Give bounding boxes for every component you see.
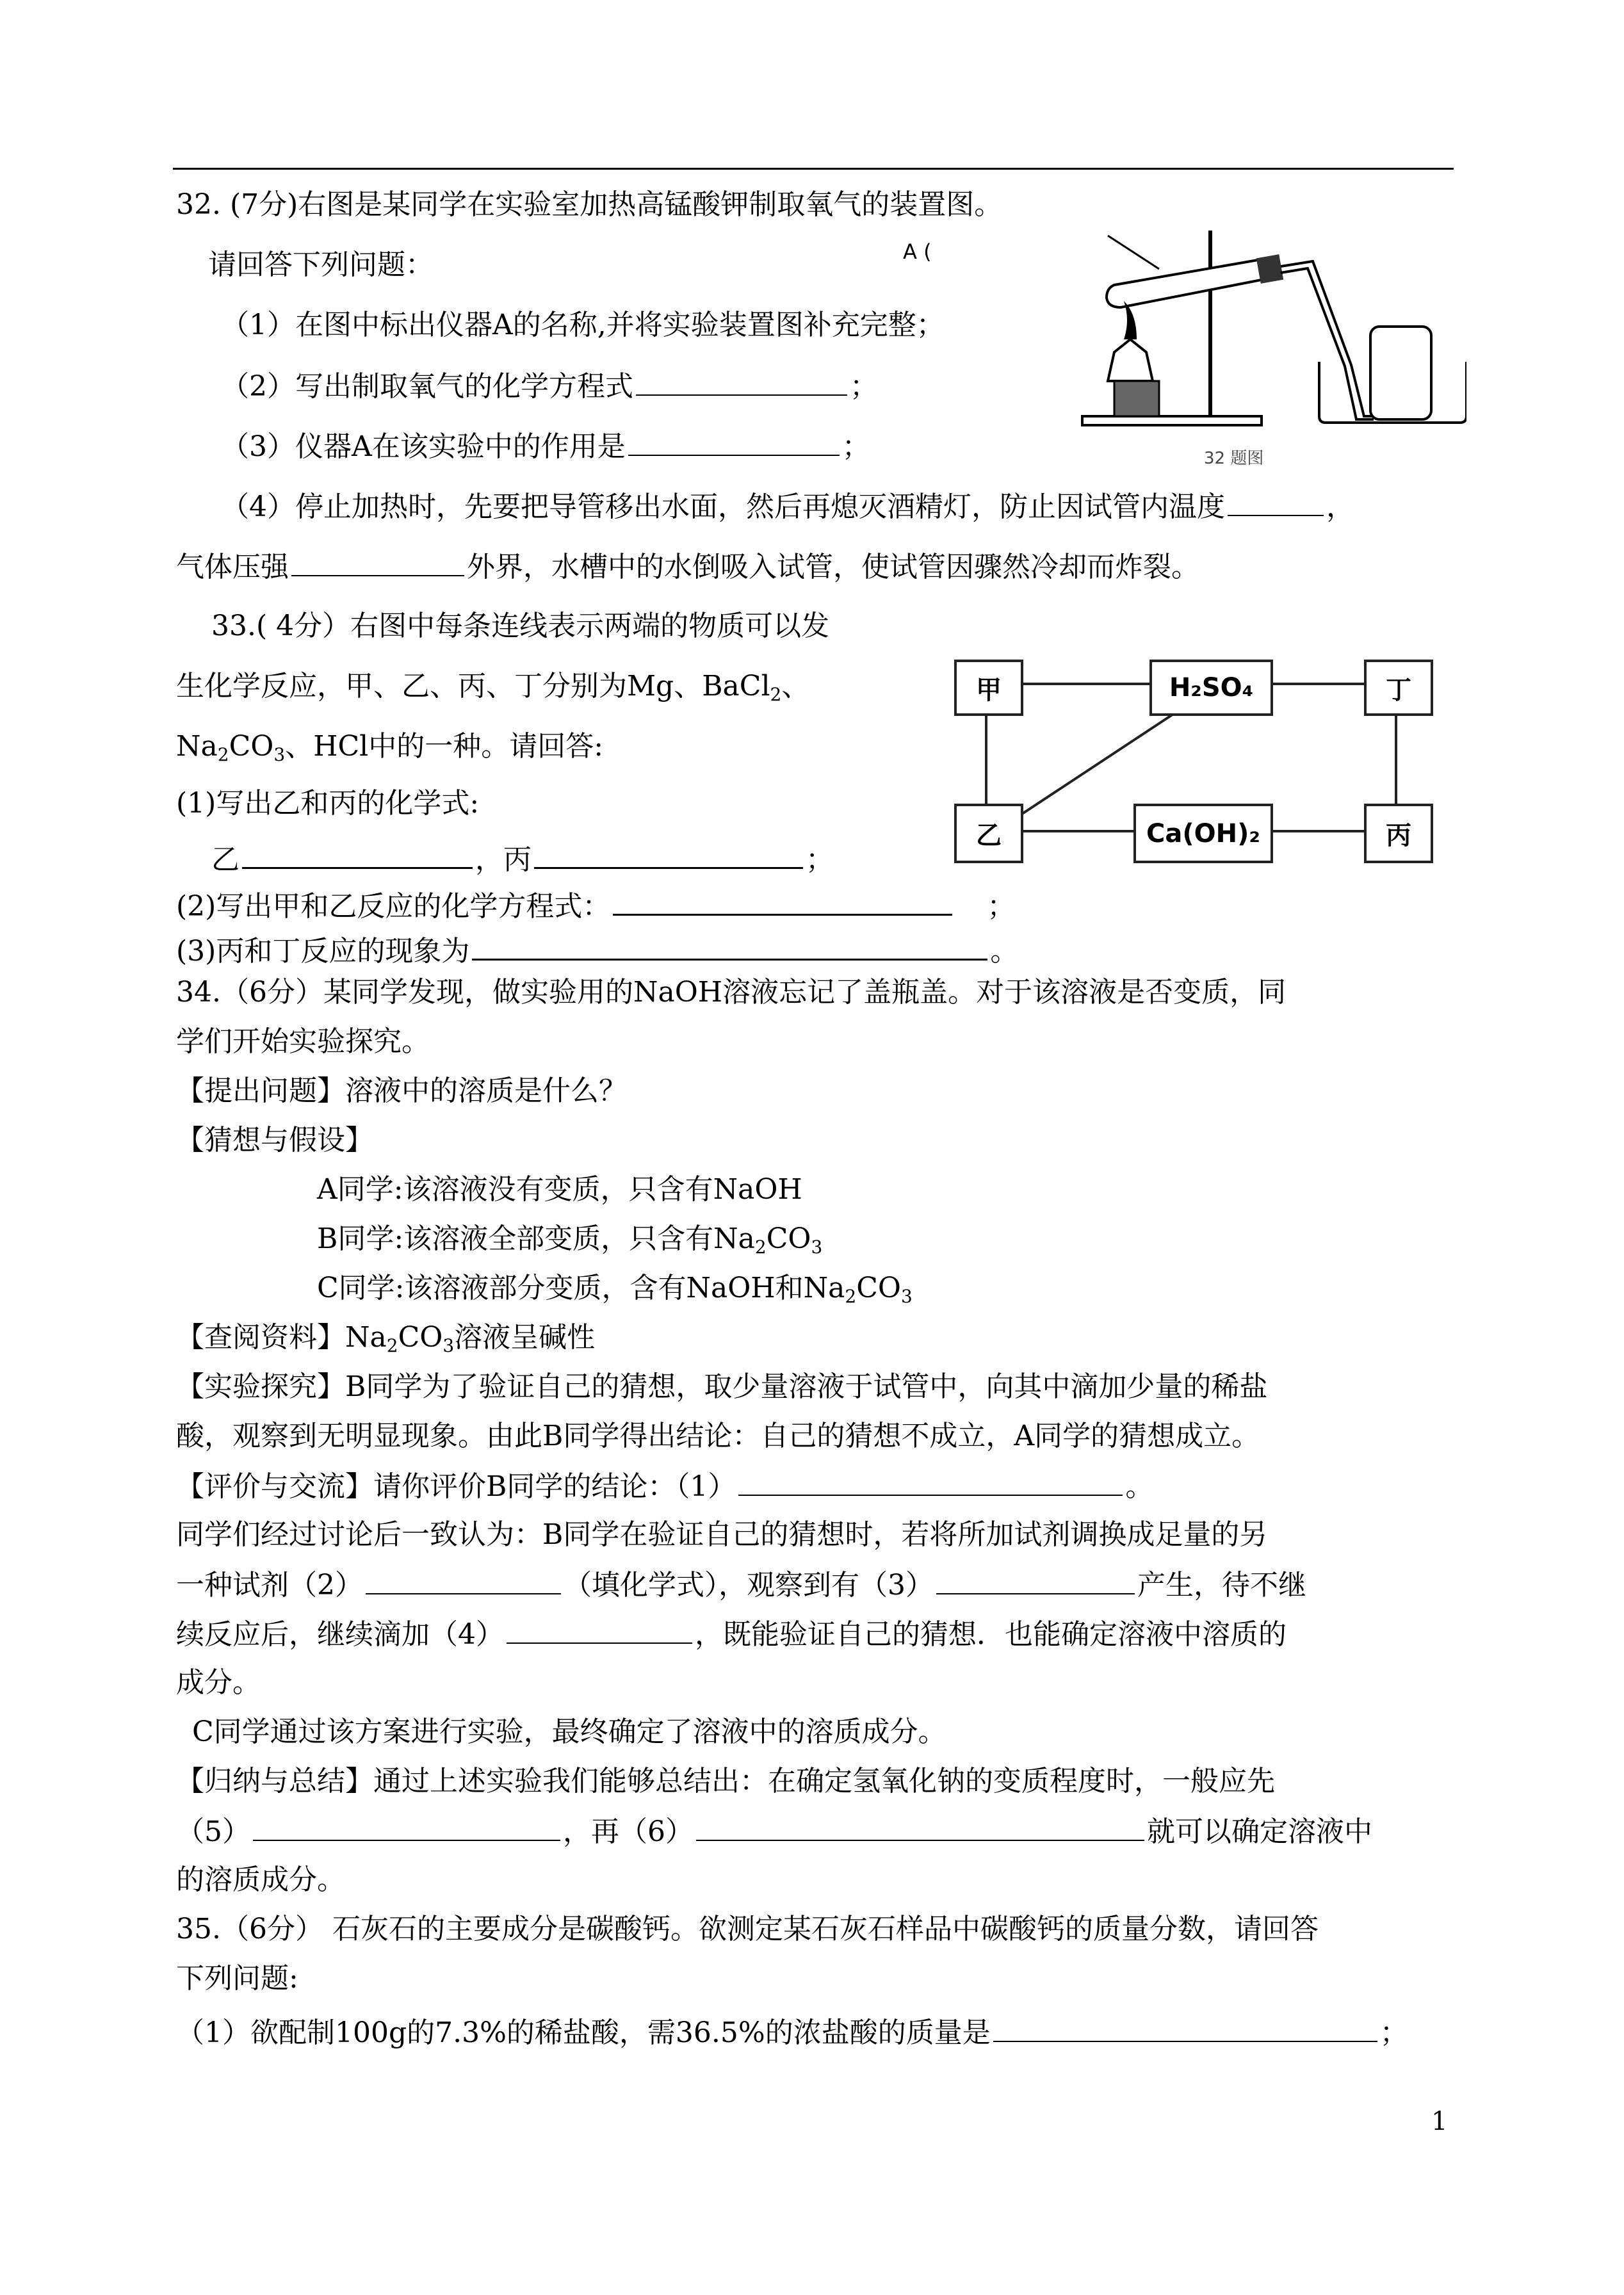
answer-blank[interactable] <box>472 930 987 961</box>
node-bing: 丙 <box>1364 804 1433 863</box>
q34-summary-2: （5） ，再（6） 就可以确定溶液中 <box>176 1812 1372 1851</box>
q34-summary-1: 【归纳与总结】通过上述实验我们能够总结出：在确定氢氧化钠的变质程度时，一般应先 <box>176 1765 1275 1797</box>
q32-item2: （2）写出制取氧气的化学方程式 ； <box>221 366 878 406</box>
figure-label-a: A ( <box>903 239 932 264</box>
q34-hypothesis-heading: 【猜想与假设】 <box>176 1124 373 1156</box>
q34-summary-3: 的溶质成分。 <box>176 1863 345 1896</box>
node-yi: 乙 <box>954 804 1023 863</box>
q35-item1: （1）欲配制100g的7.3%的稀盐酸，需36.5%的浓盐酸的质量是 ； <box>176 2013 1408 2052</box>
q34-line2: 学们开始实验探究。 <box>176 1025 430 1058</box>
oxygen-apparatus-figure <box>903 224 1466 467</box>
answer-blank[interactable] <box>366 1565 561 1594</box>
q32-item4b: 气体压强 外界，水槽中的水倒吸入试管，使试管因骤然冷却而炸裂。 <box>176 547 1199 587</box>
figure-caption: 32 题图 <box>1204 449 1264 468</box>
answer-blank[interactable] <box>628 426 840 456</box>
q34-reference: 【查阅资料】$Na_2CO_3$溶液呈碱性 <box>176 1321 596 1356</box>
page-number: 1 <box>1431 2107 1448 2136</box>
q34-c-conclusion: C同学通过该方案进行实验，最终确定了溶液中的溶质成分。 <box>192 1715 946 1748</box>
q32-title: 32. (7分)右图是某同学在实验室加热高锰酸钾制取氧气的装置图。 <box>176 188 1003 221</box>
q33-line2: 生化学反应，甲、乙、丙、丁分别为Mg、BaCl$_2$、 <box>176 670 810 705</box>
answer-blank[interactable] <box>613 886 952 916</box>
q33-item1b: 乙 ，丙 ； <box>211 839 834 879</box>
answer-blank[interactable] <box>636 366 847 396</box>
answer-blank[interactable] <box>534 839 803 869</box>
q34-discussion-1: 同学们经过讨论后一致认为：B同学在验证自己的猜想时，若将所加试剂调换成足量的另 <box>176 1518 1268 1551</box>
q33-line3: $Na_2CO_3$、HCl中的一种。请回答: <box>176 730 604 765</box>
q32-item1: （1）在图中标出仪器A的名称,并将实验装置图补充完整； <box>221 309 945 341</box>
answer-blank[interactable] <box>253 1812 560 1841</box>
answer-blank[interactable] <box>1228 487 1324 516</box>
q33-item2: (2)写出甲和乙反应的化学方程式： ； <box>176 886 1015 926</box>
answer-blank[interactable] <box>242 839 473 869</box>
answer-blank[interactable] <box>696 1812 1144 1841</box>
q34-line1: 34.（6分）某同学发现，做实验用的NaOH溶液忘记了盖瓶盖。对于该溶液是否变质，同 <box>176 976 1287 1009</box>
answer-blank[interactable] <box>738 1466 1123 1496</box>
q34-hypothesis-b: B同学:该溶液全部变质，只含有$Na_2CO_3$ <box>317 1222 823 1258</box>
q34-hypothesis-a: A同学:该溶液没有变质，只含有NaOH <box>317 1173 802 1206</box>
q35-line2: 下列问题: <box>176 1962 298 1995</box>
answer-blank[interactable] <box>936 1565 1135 1594</box>
q34-experiment-2: 酸，观察到无明显现象。由此B同学得出结论：自己的猜想不成立，A同学的猜想成立。 <box>176 1420 1260 1452</box>
node-ding: 丁 <box>1364 660 1433 716</box>
node-h2so4: H₂SO₄ <box>1149 660 1273 716</box>
q34-experiment-1: 【实验探究】B同学为了验证自己的猜想，取少量溶液于试管中，向其中滴加少量的稀盐 <box>176 1370 1268 1403</box>
q34-question: 【提出问题】溶液中的溶质是什么？ <box>176 1075 627 1107</box>
q32-item4: （4）停止加热时，先要把导管移出水面，然后再熄灭酒精灯，防止因试管内温度 ， <box>221 487 1354 526</box>
answer-blank[interactable] <box>507 1614 692 1644</box>
header-rule <box>173 168 1454 170</box>
q32-item3: （3）仪器A在该实验中的作用是 ； <box>221 426 870 466</box>
q34-hypothesis-c: C同学:该溶液部分变质，含有NaOH和$Na_2CO_3$ <box>317 1272 913 1307</box>
node-jia: 甲 <box>954 660 1023 716</box>
node-caoh2: Ca(OH)₂ <box>1133 804 1273 863</box>
apparatus-drawing <box>903 224 1466 442</box>
answer-blank[interactable] <box>993 2013 1377 2042</box>
q32-prompt: 请回答下列问题： <box>208 248 434 281</box>
q33-item3: (3)丙和丁反应的现象为 。 <box>176 930 1018 971</box>
q35-line1: 35.（6分） 石灰石的主要成分是碳酸钙。欲测定某石灰石样品中碳酸钙的质量分数，请回答 <box>176 1913 1319 1945</box>
q33-line1: 33.( 4分）右图中每条连线表示两端的物质可以发 <box>211 610 830 642</box>
q33-item1: (1)写出乙和丙的化学式: <box>176 787 480 820</box>
q34-discussion-3: 续反应后，继续滴加（4） ，既能验证自己的猜想．也能确定溶液中溶质的 <box>176 1614 1287 1654</box>
q34-evaluation: 【评价与交流】请你评价B同学的结论：（1） 。 <box>176 1466 1153 1506</box>
q34-discussion-2: 一种试剂（2） （填化学式），观察到有（3） 产生，待不继 <box>176 1565 1306 1605</box>
answer-blank[interactable] <box>291 547 464 576</box>
q34-discussion-4: 成分。 <box>176 1666 261 1699</box>
